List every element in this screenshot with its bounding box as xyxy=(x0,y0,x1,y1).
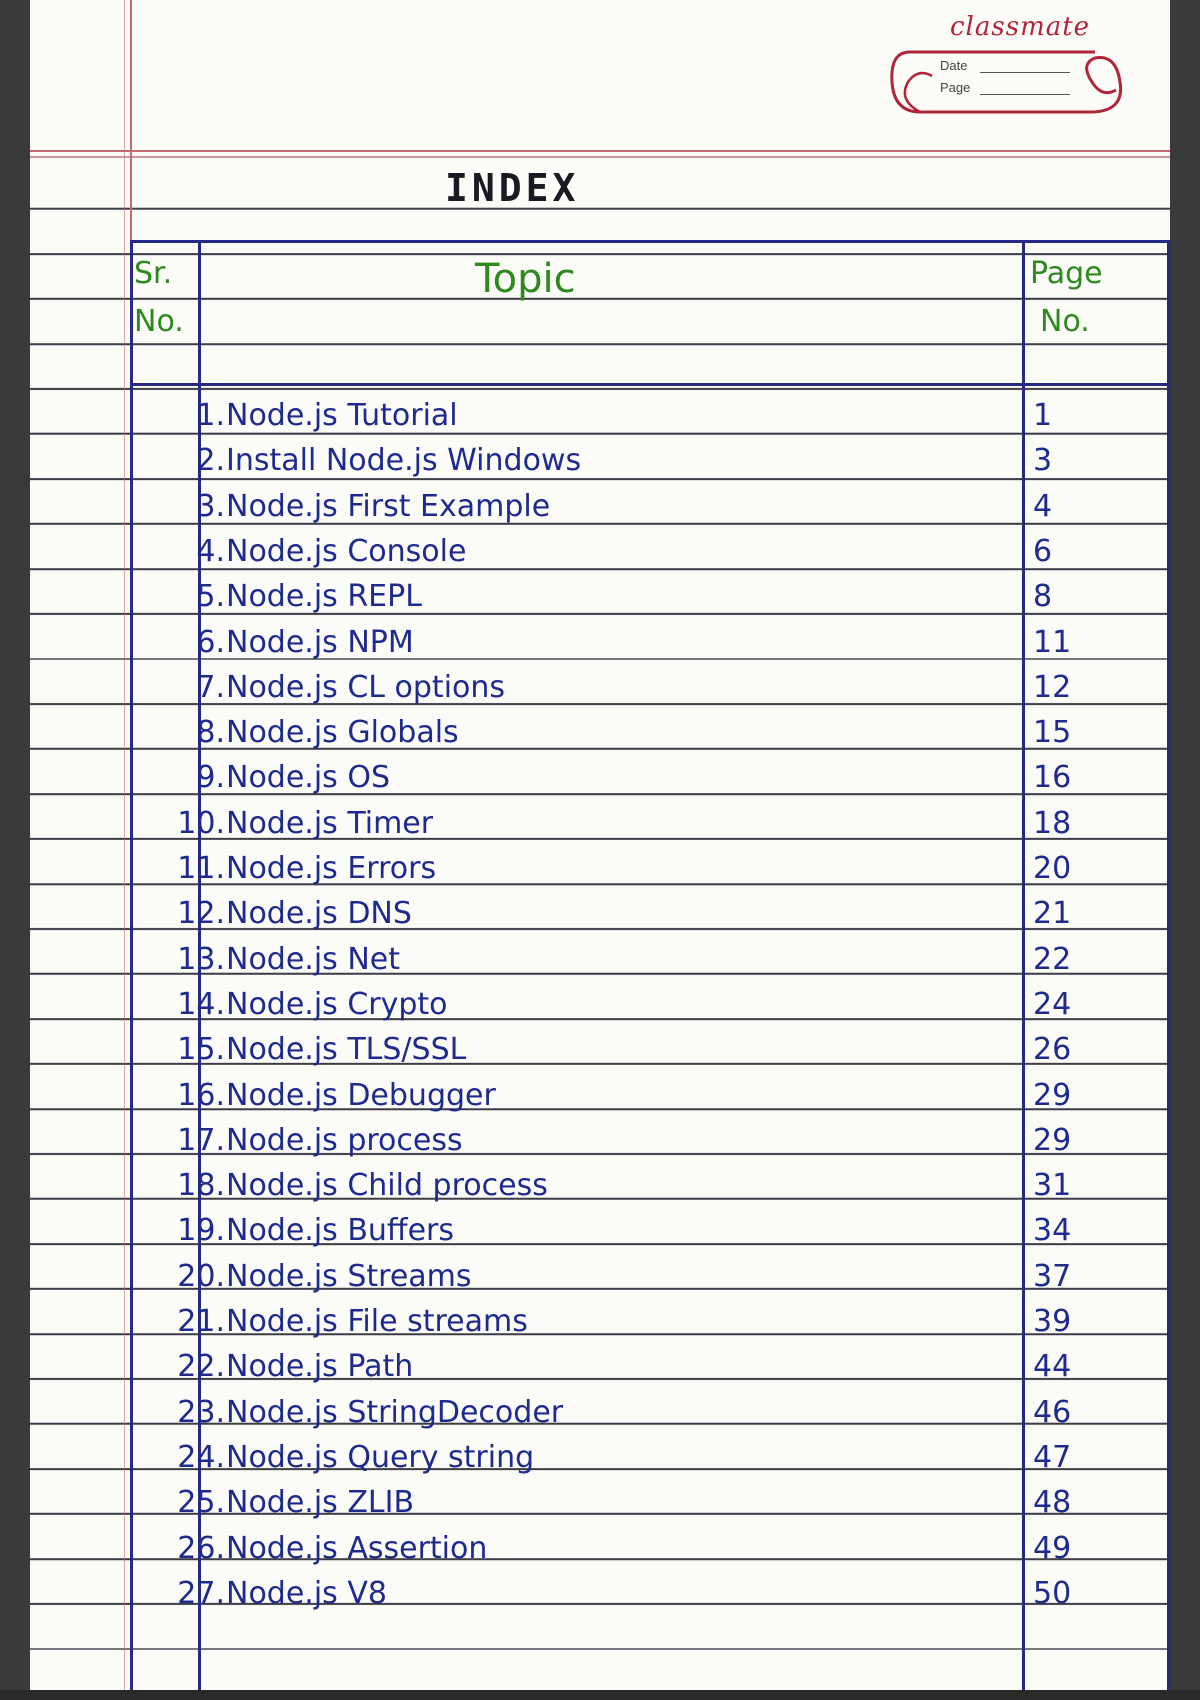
row-number: 12. xyxy=(177,896,225,932)
index-row xyxy=(30,1259,1170,1303)
index-row xyxy=(30,715,1170,759)
row-number: 23. xyxy=(177,1394,225,1430)
row-topic: Node.js Query string xyxy=(226,1439,535,1475)
row-page-number: 44 xyxy=(1033,1349,1072,1385)
row-number: 11. xyxy=(177,851,225,886)
row-number: 1. xyxy=(196,398,225,433)
index-row xyxy=(30,1485,1170,1529)
index-row xyxy=(30,443,1170,487)
row-page-number: 37 xyxy=(1033,1258,1072,1294)
index-row xyxy=(30,670,1170,714)
row-page-number: 11 xyxy=(1033,624,1072,660)
index-row xyxy=(30,1078,1170,1122)
index-row xyxy=(30,1168,1170,1212)
row-topic: Node.js Child process xyxy=(226,1168,548,1204)
row-topic: Node.js Console xyxy=(226,533,467,569)
index-row xyxy=(30,534,1170,578)
row-number: 10. xyxy=(177,805,225,841)
row-number: 17. xyxy=(177,1122,225,1158)
row-page-number: 4 xyxy=(1033,488,1053,524)
row-page-number: 3 xyxy=(1033,443,1053,479)
header-rule-secondary xyxy=(30,156,1170,158)
row-topic: Node.js Assertion xyxy=(226,1530,488,1566)
header-sr-line1: Sr. xyxy=(134,256,173,291)
row-number: 6. xyxy=(196,624,225,660)
row-number: 13. xyxy=(177,941,225,977)
stamp-page-label: Page xyxy=(940,80,971,95)
row-number: 3. xyxy=(196,488,225,524)
index-row xyxy=(30,1304,1170,1348)
row-number: 14. xyxy=(177,986,225,1022)
row-topic: Node.js File streams xyxy=(226,1304,528,1339)
header-page-line2: No. xyxy=(1040,304,1090,339)
row-number: 21. xyxy=(177,1304,225,1339)
row-page-number: 39 xyxy=(1033,1304,1072,1339)
row-number: 5. xyxy=(196,579,225,615)
row-topic: Node.js Debugger xyxy=(226,1077,496,1113)
index-row xyxy=(30,1213,1170,1257)
row-topic: Install Node.js Windows xyxy=(226,443,582,479)
row-topic: Node.js Globals xyxy=(226,715,459,751)
page-bottom-edge xyxy=(0,1690,1200,1700)
header-topic: Topic xyxy=(475,256,576,302)
row-number: 20. xyxy=(177,1258,225,1294)
index-row xyxy=(30,489,1170,533)
row-number: 16. xyxy=(177,1077,225,1113)
index-row xyxy=(30,987,1170,1031)
stamp-date-line xyxy=(980,72,1070,73)
brand-logo: classmate xyxy=(950,12,1091,42)
index-row xyxy=(30,1123,1170,1167)
row-topic: Node.js V8 xyxy=(226,1575,387,1611)
row-topic: Node.js Streams xyxy=(226,1258,472,1294)
row-page-number: 49 xyxy=(1033,1530,1072,1566)
index-row xyxy=(30,760,1170,804)
row-topic: Node.js Crypto xyxy=(226,986,448,1022)
row-number: 18. xyxy=(177,1168,225,1204)
index-row xyxy=(30,1576,1170,1620)
row-page-number: 29 xyxy=(1033,1077,1072,1113)
date-page-stamp xyxy=(880,42,1140,122)
row-topic: Node.js OS xyxy=(226,760,390,796)
row-topic: Node.js process xyxy=(226,1122,463,1158)
index-row xyxy=(30,1395,1170,1439)
row-page-number: 12 xyxy=(1033,669,1072,705)
index-row xyxy=(30,1440,1170,1484)
page-title: INDEX xyxy=(445,166,580,210)
row-page-number: 18 xyxy=(1033,805,1072,841)
row-topic: Node.js CL options xyxy=(226,669,506,705)
row-number: 8. xyxy=(196,715,225,751)
row-number: 19. xyxy=(177,1213,225,1249)
row-topic: Node.js Buffers xyxy=(226,1213,455,1249)
row-page-number: 48 xyxy=(1033,1485,1072,1521)
row-number: 22. xyxy=(177,1349,225,1385)
row-page-number: 50 xyxy=(1033,1575,1072,1611)
stamp-page-line xyxy=(980,94,1070,95)
row-number: 26. xyxy=(177,1530,225,1566)
row-page-number: 24 xyxy=(1033,986,1072,1022)
row-page-number: 21 xyxy=(1033,896,1072,932)
row-page-number: 16 xyxy=(1033,760,1072,796)
row-topic: Node.js NPM xyxy=(226,624,414,660)
row-number: 15. xyxy=(177,1032,225,1068)
row-topic: Node.js Net xyxy=(226,941,400,977)
index-row xyxy=(30,806,1170,850)
row-topic: Node.js DNS xyxy=(226,896,412,932)
row-number: 27. xyxy=(177,1575,225,1611)
row-page-number: 34 xyxy=(1033,1213,1072,1249)
index-row xyxy=(30,851,1170,895)
index-row xyxy=(30,625,1170,669)
index-row xyxy=(30,398,1170,442)
row-topic: Node.js Errors xyxy=(226,851,437,886)
row-page-number: 47 xyxy=(1033,1439,1072,1475)
row-topic: Node.js Path xyxy=(226,1349,414,1385)
index-row xyxy=(30,1531,1170,1575)
row-page-number: 20 xyxy=(1033,851,1072,886)
row-page-number: 26 xyxy=(1033,1032,1072,1068)
row-number: 7. xyxy=(196,669,225,705)
table-header-rule xyxy=(130,383,1170,386)
row-topic: Node.js ZLIB xyxy=(226,1485,415,1521)
notebook-page xyxy=(30,0,1170,1690)
row-topic: Node.js StringDecoder xyxy=(226,1394,564,1430)
row-topic: Node.js Tutorial xyxy=(226,398,458,433)
index-row xyxy=(30,579,1170,623)
index-row xyxy=(30,1349,1170,1393)
header-sr-no xyxy=(134,250,184,346)
row-page-number: 15 xyxy=(1033,715,1072,751)
row-topic: Node.js First Example xyxy=(226,488,551,524)
header-rule xyxy=(30,150,1170,152)
row-topic: Node.js Timer xyxy=(226,805,434,841)
header-page-no xyxy=(1030,250,1103,346)
header-sr-line2: No. xyxy=(134,304,184,339)
index-row xyxy=(30,1032,1170,1076)
row-page-number: 29 xyxy=(1033,1122,1072,1158)
row-page-number: 46 xyxy=(1033,1394,1072,1430)
row-page-number: 6 xyxy=(1033,533,1053,569)
index-row xyxy=(30,896,1170,940)
stamp-border-icon xyxy=(880,42,1140,122)
row-number: 25. xyxy=(177,1485,225,1521)
row-topic: Node.js REPL xyxy=(226,579,422,615)
stamp-date-label: Date xyxy=(940,58,968,73)
row-number: 24. xyxy=(177,1439,225,1475)
row-page-number: 1 xyxy=(1033,398,1053,433)
row-number: 2. xyxy=(196,443,225,479)
index-row xyxy=(30,942,1170,986)
row-page-number: 8 xyxy=(1033,579,1053,615)
row-number: 9. xyxy=(196,760,225,796)
header-page-line1: Page xyxy=(1030,256,1103,291)
row-page-number: 22 xyxy=(1033,941,1072,977)
row-topic: Node.js TLS/SSL xyxy=(226,1032,467,1068)
row-number: 4. xyxy=(196,533,225,569)
row-page-number: 31 xyxy=(1033,1168,1072,1204)
